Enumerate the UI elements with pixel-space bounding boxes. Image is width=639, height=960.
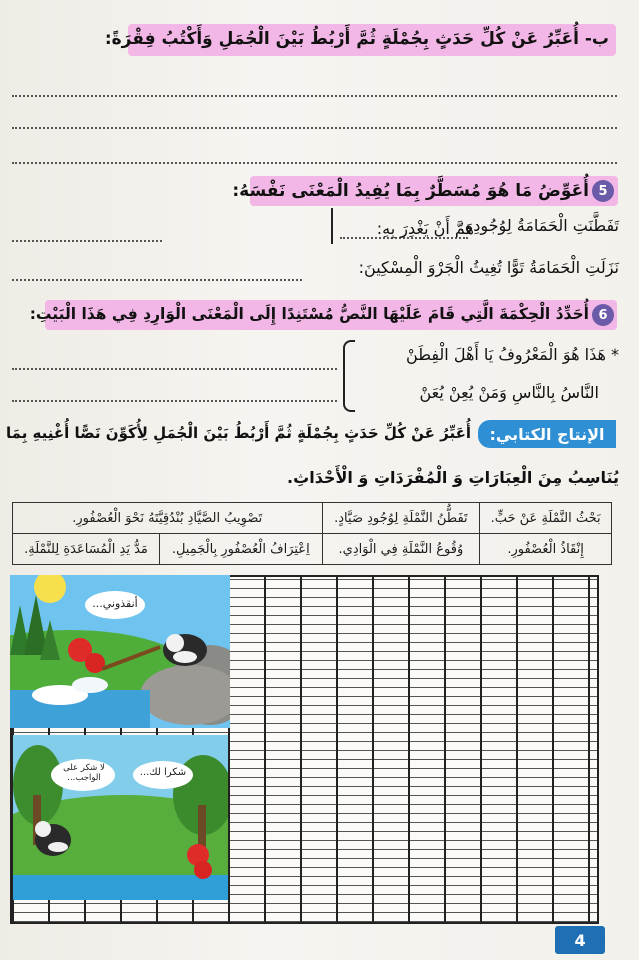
question-5-number: 5 xyxy=(592,180,614,202)
table-cell: تَفَطُّنُ النَّمْلَةِ لِوُجُودِ صَيَّادٍ. xyxy=(322,503,480,534)
table-cell: اِعْتِرَافُ الْعُصْفُورِ بِالْجَمِيلِ. xyxy=(159,534,322,565)
table-row xyxy=(13,503,612,534)
answer-line[interactable] xyxy=(12,400,337,402)
verse-bracket xyxy=(343,340,355,412)
question-6-text: أُحَدِّدُ الْحِكْمَةَ الَّتِي قَامَ عَلَيْهَا النَّصُّ مُسْتَنِدًا إِلَى الْمَعْنَى الْوَارِدِ فِي هَذَا الْبَيْتِ: xyxy=(29,305,589,323)
page-number: 4 xyxy=(555,926,605,954)
production-line-1: أُعَبِّرُ عَنْ كُلِّ حَدَثٍ بِجُمْلَةٍ ثُمَّ أَرْبُطُ بَيْنَ الْجُمَلِ لِأُكَوِّنَ نَصًّا أُغْنِيهِ بِمَا xyxy=(6,424,471,442)
verse-line-2: النَّاسُ بِالنَّاسِ وَمَنْ يُعِنْ يُعَنْ xyxy=(419,383,599,402)
answer-line[interactable] xyxy=(12,95,617,97)
production-label: الإنتاج الكتابي: xyxy=(478,420,616,448)
answer-line[interactable] xyxy=(12,240,162,242)
speech-bubble-2: شكرا لك... xyxy=(139,767,187,778)
events-table xyxy=(12,502,612,565)
answer-line[interactable] xyxy=(12,127,617,129)
production-line-2: يُنَاسِبُ مِنَ الْعِبَارَاتِ وَ الْمُفْرَدَاتِ وَ الْأَحْدَاثِ. xyxy=(287,468,619,487)
speech-bubble-1: أنقذوني... xyxy=(92,597,138,610)
table-row xyxy=(13,534,612,565)
q5-item-3: نَزَلَتِ الْحَمَامَةُ تَوًّا تُغِيثُ الْجَرْوَ الْمِسْكِينَ: xyxy=(358,258,619,277)
story-illustration-2 xyxy=(13,735,228,900)
question-b-text: ب- أُعَبِّرُ عَنْ كُلِّ حَدَثٍ بِجُمْلَةٍ ثُمَّ أَرْبُطُ بَيْنَ الْجُمَلِ وَأَكْتُبُ فِقْرَةً: xyxy=(104,29,609,49)
story-illustration-1 xyxy=(10,575,230,728)
question-5-text: أُعَوِّضُ مَا هُوَ مُسَطَّرٌ بِمَا يُفِيدُ الْمَعْنَى نَفْسَهُ: xyxy=(232,181,589,201)
q5-item-1: تَفَطَّنَتِ الْحَمَامَةُ لِوُجُودِهِ: xyxy=(459,216,619,235)
question-6-number: 6 xyxy=(592,304,614,326)
verse-line-1: * هَذَا هُوَ الْمَعْرُوفُ يَا أَهْلَ الْفِطَنْ xyxy=(406,345,619,364)
table-cell: مَدُّ يَدِ الْمُسَاعَدَةِ لِلنَّمْلَةِ. xyxy=(13,534,160,565)
answer-line[interactable] xyxy=(12,368,337,370)
q5-item-2: هَمَّ أَنْ يَغْدِرَ بِهِ: xyxy=(376,219,474,238)
answer-line[interactable] xyxy=(12,279,302,281)
answer-line[interactable] xyxy=(12,162,617,164)
table-cell: إِنْقَاذُ الْعُصْفُورِ. xyxy=(480,534,612,565)
speech-bubble-3: لا شكر على الواجب... xyxy=(63,763,105,783)
table-cell: وُقُوعُ النَّمْلَةِ فِي الْوَادِي. xyxy=(322,534,480,565)
table-cell: بَحْثُ النَّمْلَةِ عَنْ حَبٍّ. xyxy=(480,503,612,534)
table-cell: تَصْوِيبُ الصَّيَّادِ بُنْدُقِيَّتَهُ نَحْوَ الْعُصْفُورِ. xyxy=(13,503,323,534)
